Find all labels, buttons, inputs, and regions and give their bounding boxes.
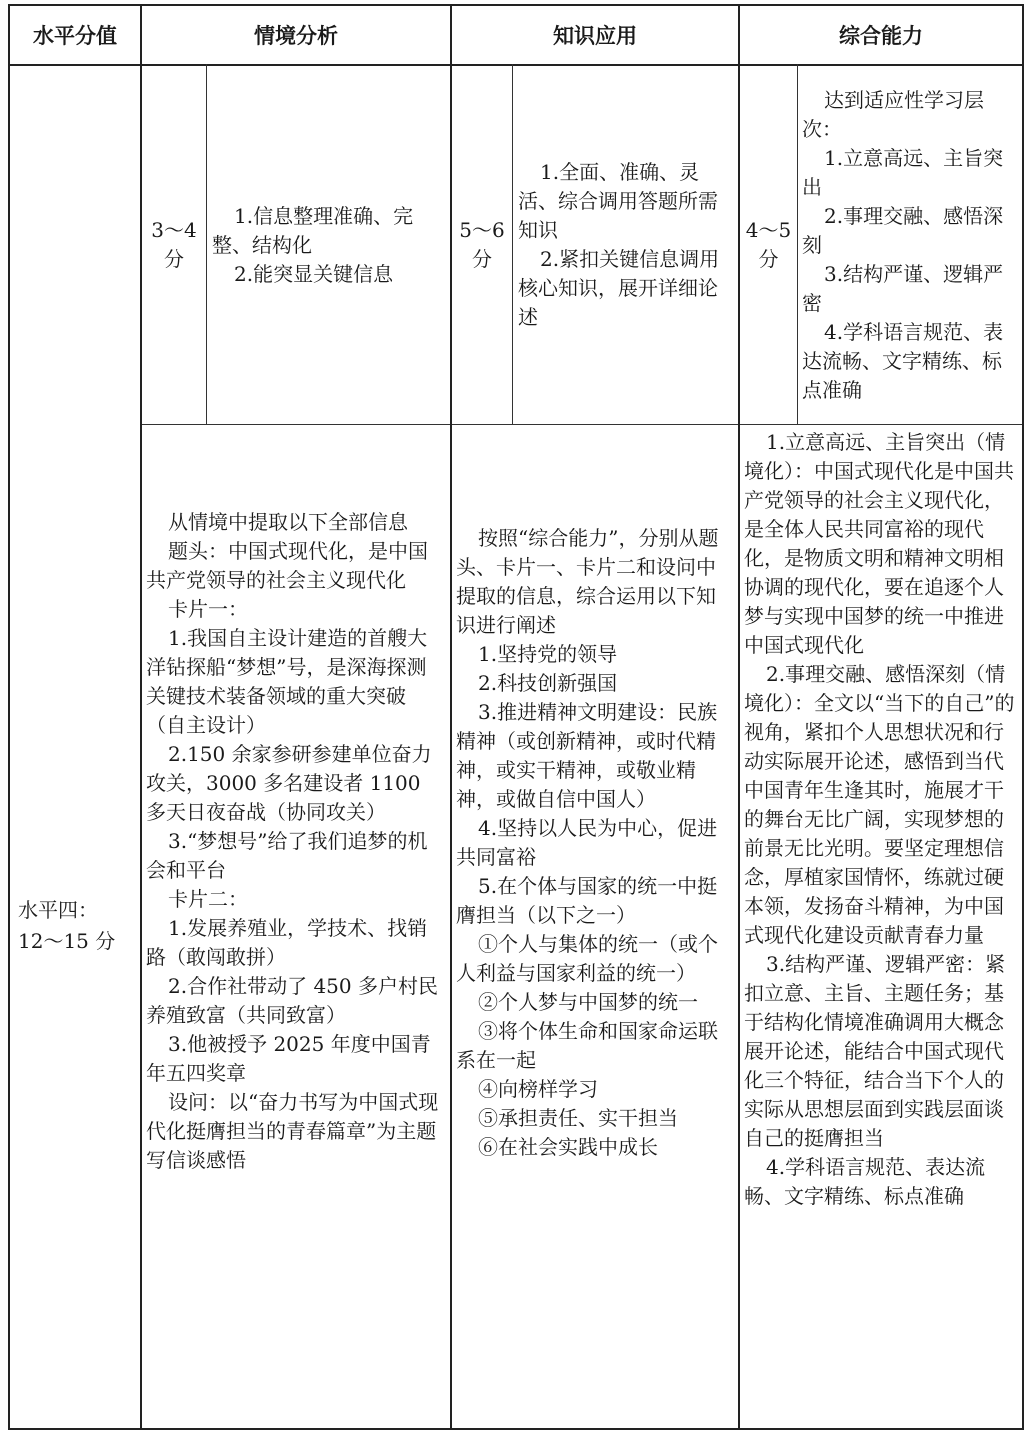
knowledge-item: 1.坚持党的领导 [478,642,618,666]
knowledge-item: ①个人与集体的统一（或个人利益与国家利益的统一） [456,932,718,985]
criteria-item: 3.结构严谨、逻辑严密 [802,261,1004,315]
knowledge-item: 3.推进精神文明建设：民族精神（或创新精神，或时代精神，或实干精神，或敬业精神，或做自信中国人） [456,700,718,811]
score-range: 4～5 [745,218,792,242]
criteria-item: 1.信息整理准确、完整、结构化 [212,203,414,257]
criteria-item: 4.学科语言规范、表达流畅、文字精练、标点准确 [802,319,1004,402]
knowledge-item: ④向榜样学习 [478,1077,598,1101]
table-right-border [1022,4,1024,1429]
criteria-item: 2.能突显关键信息 [234,261,394,286]
situation-criteria [208,66,448,424]
info-item: 卡片二： [168,887,248,911]
score-range: 3～4 [151,218,197,242]
criteria-item: 2.事理交融、感悟深刻 [802,203,1004,257]
knowledge-item: 2.科技创新强国 [478,671,618,695]
ability-item: 4.学科语言规范、表达流畅、文字精练、标点准确 [744,1155,986,1208]
info-item: 卡片一： [168,597,248,621]
row-divider [140,424,1024,425]
info-item: 1.我国自主设计建造的首艘大洋钻探船“梦想”号，是深海探测关键技术装备领域的重大突破（自主设计） [146,626,428,737]
header-level-score: 水平分值 [33,24,117,48]
score-divider [512,64,513,424]
header-situation-analysis: 情境分析 [254,24,338,48]
ability-detail-list [740,428,1022,1211]
knowledge-item: 5.在个体与国家的统一中挺膺担当（以下之一） [456,874,718,927]
info-item: 从情境中提取以下全部信息 [168,510,408,534]
ability-item: 2.事理交融、感悟深刻（情境化）：全文以“当下的自己”的视角，紧扣个人思想状况和行动实际展开论述，感悟到当代中国青年生逢其时，施展才干的舞台无比广阔，实现梦想的前景无比光明。要坚定理想信念，厚植家国情怀，练就过硬本领，发扬奋斗精神，为中国式现代化建设贡献青春力量 [744,662,1015,947]
level-four-label [10,424,140,1428]
ability-criteria [799,66,1021,424]
info-item: 3.他被授予 2025 年度中国青年五四奖章 [146,1032,431,1085]
score-divider [206,64,207,424]
score-range: 5～6 [459,218,505,242]
knowledge-item: ⑥在社会实践中成长 [478,1135,658,1159]
info-item: 3.“梦想号”给了我们追梦的机会和平台 [146,829,428,882]
criteria-item: 达到适应性学习层次： [802,87,984,141]
knowledge-applied-list [452,524,736,1162]
level-name: 水平四： [18,898,98,922]
table-bottom-border [8,1428,1024,1430]
score-unit: 分 [164,247,184,271]
knowledge-item: 4.坚持以人民为中心，促进共同富裕 [456,816,718,869]
info-item: 设问：以“奋力书写为中国式现代化挺膺担当的青春篇章”为主题写信谈感悟 [146,1090,439,1172]
score-divider [797,64,798,424]
situation-score [142,66,206,424]
level-score-range: 12～15 分 [18,929,116,953]
score-unit: 分 [758,247,779,271]
criteria-item: 1.立意高远、主旨突出 [802,145,1004,199]
info-item: 1.发展养殖业，学技术、找销路（敢闯敢拼） [146,916,428,969]
header-knowledge-application: 知识应用 [553,24,637,48]
knowledge-item: ②个人梦与中国梦的统一 [478,990,698,1014]
knowledge-criteria [514,66,736,424]
knowledge-item: 按照“综合能力”，分别从题头、卡片一、卡片二和设问中提取的信息，综合运用以下知识进行阐述 [456,526,719,637]
knowledge-score [452,66,512,424]
ability-item: 1.立意高远、主旨突出（情境化）：中国式现代化是中国共产党领导的社会主义现代化，是全体人民共同富裕的现代化，是物质文明和精神文明相协调的现代化，要在追逐个人梦与实现中国梦的统一中推进中国式现代化 [744,430,1014,657]
knowledge-item: ③将个体生命和国家命运联系在一起 [456,1019,718,1072]
situation-extracted-info [142,508,448,1175]
score-unit: 分 [472,247,492,271]
info-item: 2.合作社带动了 450 多户村民养殖致富（共同致富） [146,974,438,1027]
ability-item: 3.结构严谨、逻辑严密：紧扣立意、主旨、主题任务；基于结构化情境准确调用大概念展开论述，能结合中国式现代化三个特征，结合当下个人的实际从思想层面到实践层面谈自己的挺膺担当 [744,952,1006,1150]
ability-score [740,66,797,424]
criteria-item: 2.紧扣关键信息调用核心知识，展开详细论述 [518,247,720,329]
info-item: 2.150 余家参研参建单位奋力攻关，3000 多名建设者 1100 多天日夜奋战（协同攻关） [146,742,432,824]
criteria-item: 1.全面、准确、灵活、综合调用答题所需知识 [518,160,718,242]
info-item: 题头：中国式现代化，是中国共产党领导的社会主义现代化 [146,539,428,592]
knowledge-item: ⑤承担责任、实干担当 [478,1106,678,1130]
header-comprehensive-ability: 综合能力 [839,24,923,48]
